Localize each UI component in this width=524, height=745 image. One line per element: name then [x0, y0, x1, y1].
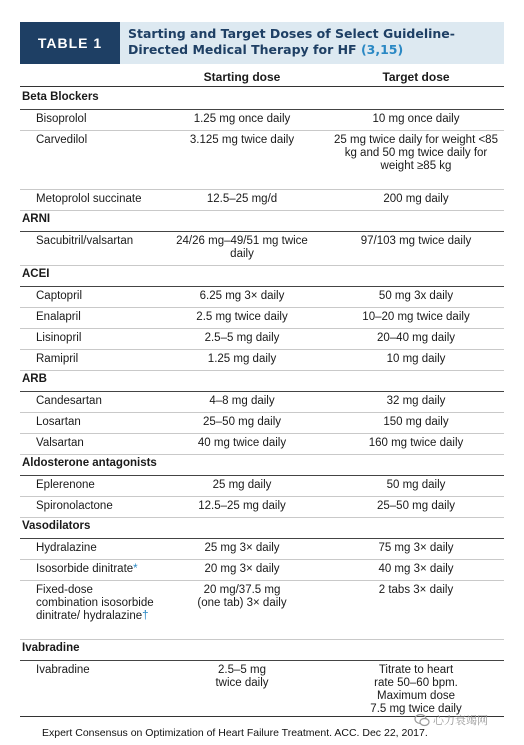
- section-arb: ARB: [20, 370, 504, 392]
- wechat-icon: [414, 712, 430, 728]
- section-beta-blockers: Beta Blockers: [20, 88, 504, 110]
- table-row: Bisoprolol 1.25 mg once daily 10 mg once daily: [20, 109, 504, 131]
- table-row: Losartan 25–50 mg daily 150 mg daily: [20, 412, 504, 434]
- table-row: Sacubitril/valsartan 24/26 mg–49/51 mg twice daily 97/103 mg twice daily: [20, 231, 504, 266]
- table-row: Metoprolol succinate 12.5–25 mg/d 200 mg daily: [20, 189, 504, 211]
- watermark: [414, 712, 488, 728]
- footnote-mark: †: [142, 610, 149, 622]
- table-row: Captopril 6.25 mg 3× daily 50 mg 3x daily: [20, 286, 504, 308]
- table-row: Valsartan 40 mg twice daily 160 mg twice daily: [20, 433, 504, 455]
- table-row: Ivabradine 2.5–5 mg twice daily Titrate to heart rate 50–60 bpm. Maximum dose 7.5 mg twice daily: [20, 660, 504, 717]
- table-row: Candesartan 4–8 mg daily 32 mg daily: [20, 391, 504, 413]
- table-row: Spironolactone 12.5–25 mg daily 25–50 mg daily: [20, 496, 504, 518]
- section-acei: ACEI: [20, 265, 504, 287]
- table-row: Fixed-dose combination isosorbide dinitrate/ hydralazine† 20 mg/37.5 mg (one tab) 3× daily 2 tabs 3× daily: [20, 580, 504, 640]
- section-aldosterone-antagonists: Aldosterone antagonists: [20, 454, 504, 476]
- table-row: Enalapril 2.5 mg twice daily 10–20 mg twice daily: [20, 307, 504, 329]
- table-row: Eplerenone 25 mg daily 50 mg daily: [20, 475, 504, 497]
- table-badge: TABLE 1: [20, 22, 120, 64]
- column-header-starting-dose: Starting dose: [203, 70, 281, 84]
- title-reference: (3,15): [360, 42, 404, 57]
- header-rule: [20, 86, 504, 87]
- source-citation: Expert Consensus on Optimization of Heart Failure Treatment. ACC. Dec 22, 2017.: [42, 727, 428, 739]
- table-title: [128, 26, 504, 58]
- table-row: Hydralazine 25 mg 3× daily 75 mg 3× daily: [20, 538, 504, 560]
- section-ivabradine: Ivabradine: [20, 639, 504, 661]
- title-text: Starting and Target Doses of Select Guideline-Directed Medical Therapy for HF: [128, 26, 455, 57]
- table-row: Lisinopril 2.5–5 mg daily 20–40 mg daily: [20, 328, 504, 350]
- watermark-text: 心力衰竭网: [433, 715, 488, 727]
- section-arni: ARNI: [20, 210, 504, 232]
- table-header: [20, 22, 504, 64]
- table-row: Carvedilol 3.125 mg twice daily 25 mg twice daily for weight <85 kg and 50 mg twice daily for weight ≥85 kg: [20, 130, 504, 190]
- footnote-mark: *: [133, 563, 138, 575]
- table-row: Ramipril 1.25 mg daily 10 mg daily: [20, 349, 504, 371]
- section-vasodilators: Vasodilators: [20, 517, 504, 539]
- column-header-target-dose: Target dose: [382, 70, 450, 84]
- table-row: Isosorbide dinitrate* 20 mg 3× daily 40 mg 3× daily: [20, 559, 504, 581]
